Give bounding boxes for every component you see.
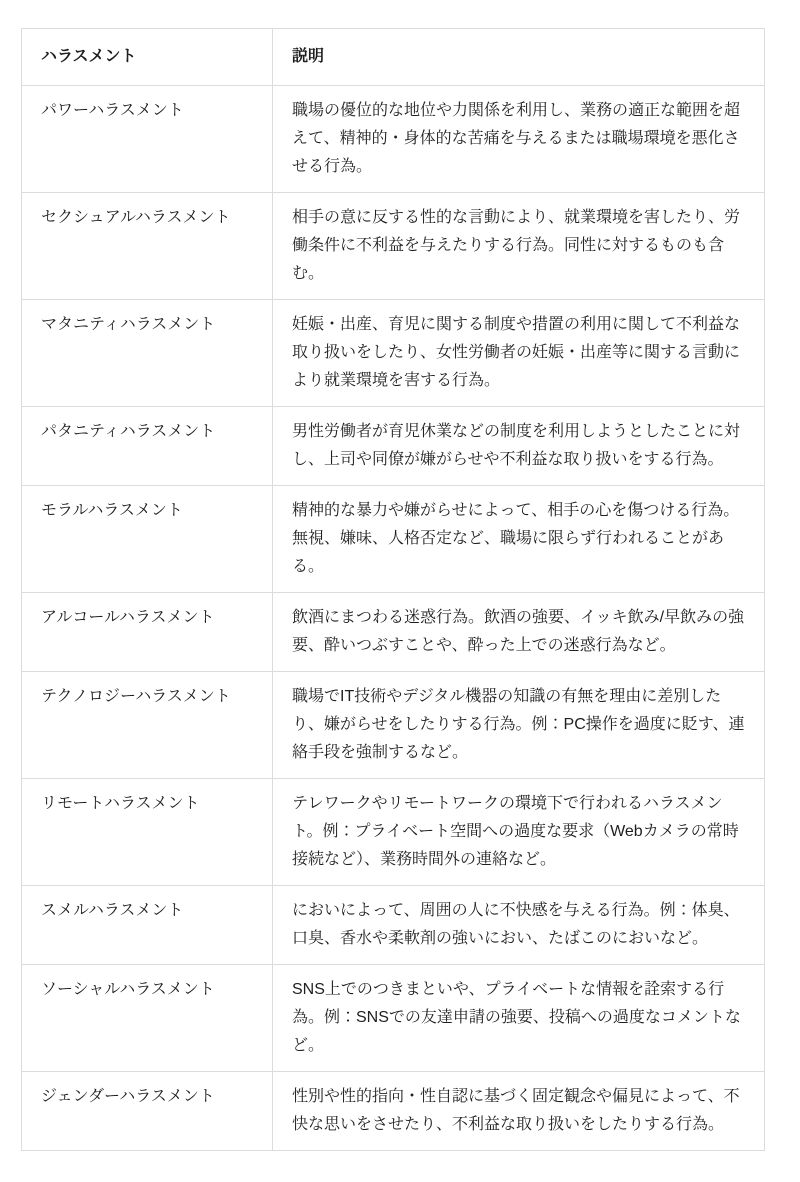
harassment-description-cell: 飲酒にまつわる迷惑行為。飲酒の強要、イッキ飲み/早飲みの強要、酔いつぶすことや、酔った上での迷惑行為など。 xyxy=(273,593,765,672)
harassment-types-table xyxy=(21,28,765,1151)
table-row xyxy=(22,193,765,300)
harassment-description-cell: においによって、周囲の人に不快感を与える行為。例：体臭、口臭、香水や柔軟剤の強いにおい、たばこのにおいなど。 xyxy=(273,886,765,965)
harassment-description-cell: 職場でIT技術やデジタル機器の知識の有無を理由に差別したり、嫌がらせをしたりする行為。例：PC操作を過度に貶す、連絡手段を強制するなど。 xyxy=(273,672,765,779)
header-row xyxy=(22,29,765,86)
harassment-name-cell: ソーシャルハラスメント xyxy=(22,965,273,1072)
table-row xyxy=(22,1072,765,1151)
harassment-description-cell: 性別や性的指向・性自認に基づく固定観念や偏見によって、不快な思いをさせたり、不利益な取り扱いをしたりする行為。 xyxy=(273,1072,765,1151)
harassment-name-cell: モラルハラスメント xyxy=(22,486,273,593)
table-row xyxy=(22,300,765,407)
table-row xyxy=(22,886,765,965)
harassment-name-cell: マタニティハラスメント xyxy=(22,300,273,407)
table-row xyxy=(22,486,765,593)
table-row xyxy=(22,672,765,779)
table-row xyxy=(22,593,765,672)
harassment-name-cell: セクシュアルハラスメント xyxy=(22,193,273,300)
table-row xyxy=(22,86,765,193)
harassment-name-cell: テクノロジーハラスメント xyxy=(22,672,273,779)
harassment-description-cell: 精神的な暴力や嫌がらせによって、相手の心を傷つける行為。無視、嫌味、人格否定など、職場に限らず行われることがある。 xyxy=(273,486,765,593)
table-row xyxy=(22,779,765,886)
table-header xyxy=(22,29,765,86)
harassment-name-cell: リモートハラスメント xyxy=(22,779,273,886)
harassment-description-cell: 相手の意に反する性的な言動により、就業環境を害したり、労働条件に不利益を与えたりする行為。同性に対するものも含む。 xyxy=(273,193,765,300)
harassment-description-cell: SNS上でのつきまといや、プライベートな情報を詮索する行為。例：SNSでの友達申請の強要、投稿への過度なコメントなど。 xyxy=(273,965,765,1072)
harassment-name-cell: パワーハラスメント xyxy=(22,86,273,193)
harassment-name-cell: スメルハラスメント xyxy=(22,886,273,965)
harassment-name-cell: ジェンダーハラスメント xyxy=(22,1072,273,1151)
table-row xyxy=(22,407,765,486)
table-row xyxy=(22,965,765,1072)
harassment-description-cell: 妊娠・出産、育児に関する制度や措置の利用に関して不利益な取り扱いをしたり、女性労働者の妊娠・出産等に関する言動により就業環境を害する行為。 xyxy=(273,300,765,407)
table-body xyxy=(22,86,765,1151)
harassment-name-cell: アルコールハラスメント xyxy=(22,593,273,672)
column-header-description: 説明 xyxy=(273,29,765,86)
harassment-name-cell: パタニティハラスメント xyxy=(22,407,273,486)
harassment-description-cell: 男性労働者が育児休業などの制度を利用しようとしたことに対し、上司や同僚が嫌がらせや不利益な取り扱いをする行為。 xyxy=(273,407,765,486)
column-header-harassment: ハラスメント xyxy=(22,29,273,86)
harassment-description-cell: 職場の優位的な地位や力関係を利用し、業務の適正な範囲を超えて、精神的・身体的な苦痛を与えるまたは職場環境を悪化させる行為。 xyxy=(273,86,765,193)
harassment-description-cell: テレワークやリモートワークの環境下で行われるハラスメント。例：プライベート空間への過度な要求（Webカメラの常時接続など）、業務時間外の連絡など。 xyxy=(273,779,765,886)
